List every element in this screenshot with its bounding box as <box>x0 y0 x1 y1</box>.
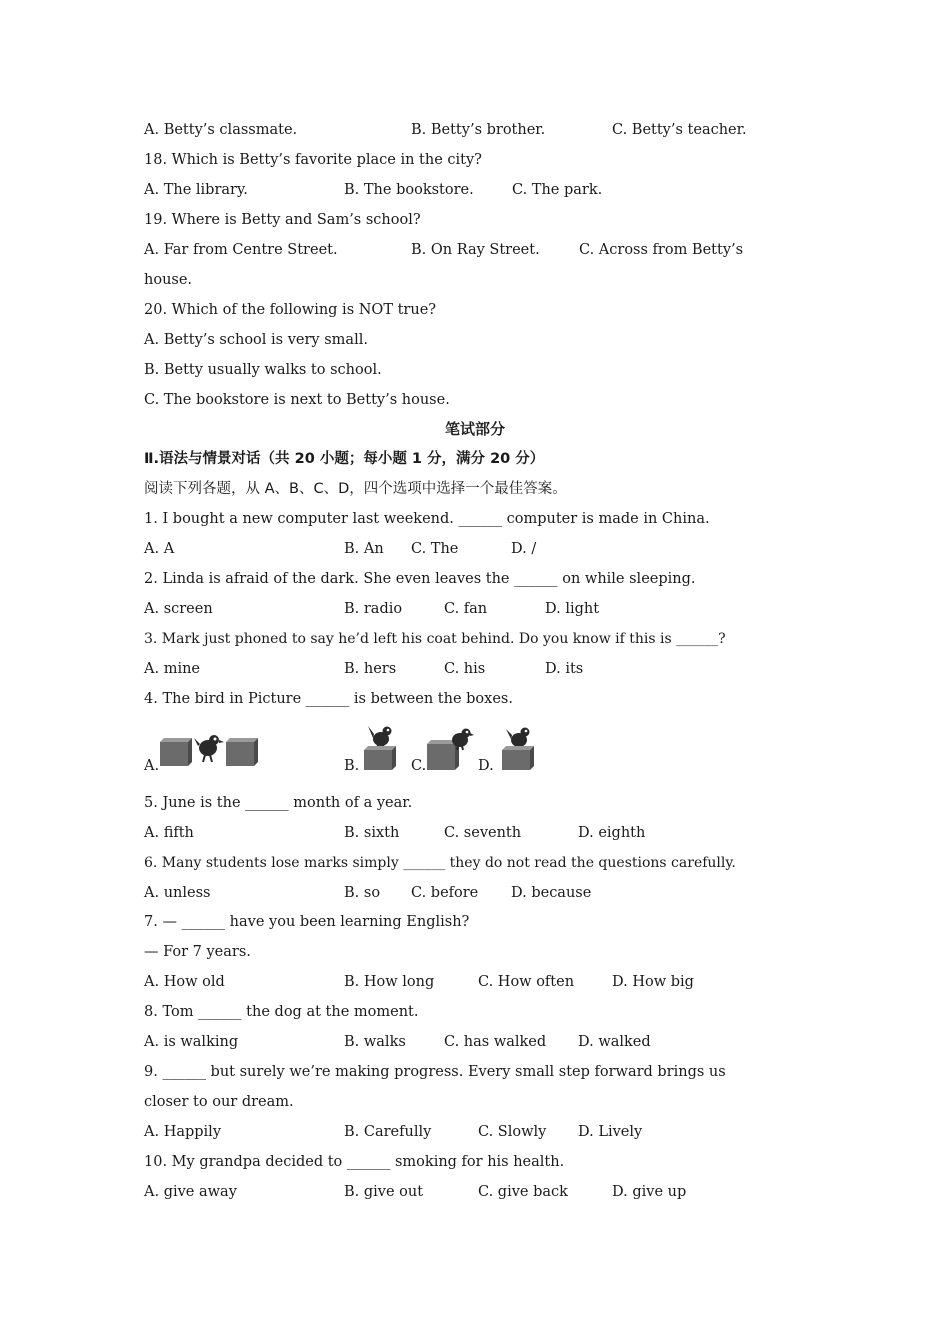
question-2-option-d: D. light <box>545 601 600 617</box>
question-9-option-d: D. Lively <box>578 1124 643 1140</box>
question-5-option-a: A. fifth <box>144 825 194 841</box>
picture-c <box>425 726 475 772</box>
question-6-option-a: A. unless <box>144 885 211 901</box>
picture-d <box>500 726 540 772</box>
question-6-option-d: D. because <box>511 885 592 901</box>
q19-option-a: A. Far from Centre Street. <box>144 242 338 258</box>
q19-stem: 19. Where is Betty and Sam’s school? <box>144 212 421 228</box>
picture-b <box>362 724 402 772</box>
question-1-option-a: A. A <box>144 541 175 557</box>
q20-stem: 20. Which of the following is NOT true? <box>144 302 437 318</box>
question-3-option-b: B. hers <box>344 661 397 677</box>
question-3-stem: 3. Mark just phoned to say he’d left his coat behind. Do you know if this is ______? <box>144 631 726 647</box>
question-1-stem: 1. I bought a new computer last weekend. ______ computer is made in China. <box>144 511 710 527</box>
question-1-option-d: D. / <box>511 541 537 557</box>
q20-option-c: C. The bookstore is next to Betty’s house. <box>144 392 450 408</box>
question-4-option-c: C. <box>411 758 427 774</box>
question-3-option-a: A. mine <box>144 661 200 677</box>
question-4-option-b: B. <box>344 758 360 774</box>
question-10-stem: 10. My grandpa decided to ______ smoking for his health. <box>144 1154 565 1170</box>
q17-option-c: C. Betty’s teacher. <box>612 122 747 138</box>
q17-option-b: B. Betty’s brother. <box>411 122 546 138</box>
box-icon <box>160 738 192 766</box>
q18-option-c: C. The park. <box>512 182 603 198</box>
question-4-option-d: D. <box>478 758 494 774</box>
question-8-option-c: C. has walked <box>444 1034 547 1050</box>
question-7-option-b: B. How long <box>344 974 435 990</box>
q19-option-c-continued: house. <box>144 272 193 288</box>
question-7-option-a: A. How old <box>144 974 225 990</box>
written-section-title: 笔试部分 <box>444 420 505 438</box>
bird-icon <box>194 735 224 762</box>
q19-option-c: C. Across from Betty’s <box>579 242 744 258</box>
q19-option-b: B. On Ray Street. <box>411 242 540 258</box>
question-4-option-a: A. <box>144 758 160 774</box>
question-6-option-c: C. before <box>411 885 479 901</box>
instruction-text: 阅读下列各题，从 A、B、C、D，四个选项中选择一个最佳答案。 <box>144 481 567 497</box>
question-2-option-a: A. screen <box>144 601 213 617</box>
question-7-response: — For 7 years. <box>144 944 251 960</box>
question-3-option-c: C. his <box>444 661 486 677</box>
question-7-stem: 7. — ______ have you been learning English? <box>144 914 470 930</box>
q17-option-a: A. Betty’s classmate. <box>144 122 298 138</box>
question-2-stem: 2. Linda is afraid of the dark. She even leaves the ______ on while sleeping. <box>144 571 696 587</box>
question-8-option-a: A. is walking <box>144 1034 239 1050</box>
question-8-option-b: B. walks <box>344 1034 406 1050</box>
box-icon <box>502 746 534 770</box>
q20-option-b: B. Betty usually walks to school. <box>144 362 382 378</box>
question-10-option-d: D. give up <box>612 1184 687 1200</box>
question-3-option-d: D. its <box>545 661 584 677</box>
question-9-stem: 9. ______ but surely we’re making progress. Every small step forward brings us <box>144 1064 726 1080</box>
question-9-stem-continued: closer to our dream. <box>144 1094 294 1110</box>
picture-a <box>158 728 262 772</box>
question-1-option-b: B. An <box>344 541 384 557</box>
question-5-option-b: B. sixth <box>344 825 400 841</box>
question-2-option-b: B. radio <box>344 601 403 617</box>
question-7-option-d: D. How big <box>612 974 694 990</box>
question-10-option-a: A. give away <box>144 1184 237 1200</box>
question-5-option-c: C. seventh <box>444 825 522 841</box>
box-icon <box>226 738 258 766</box>
q18-option-a: A. The library. <box>144 182 248 198</box>
question-5-stem: 5. June is the ______ month of a year. <box>144 795 413 811</box>
section-heading: Ⅱ.语法与情景对话（共 20 小题；每小题 1 分，满分 20 分） <box>144 451 545 467</box>
question-9-option-b: B. Carefully <box>344 1124 432 1140</box>
question-5-option-d: D. eighth <box>578 825 646 841</box>
question-4-stem: 4. The bird in Picture ______ is between the boxes. <box>144 691 513 707</box>
question-1-option-c: C. The <box>411 541 459 557</box>
question-10-option-c: C. give back <box>478 1184 568 1200</box>
question-7-option-c: C. How often <box>478 974 575 990</box>
question-9-option-a: A. Happily <box>144 1124 222 1140</box>
question-9-option-c: C. Slowly <box>478 1124 547 1140</box>
question-2-option-c: C. fan <box>444 601 488 617</box>
question-6-stem: 6. Many students lose marks simply ______ they do not read the questions carefully. <box>144 855 736 871</box>
box-icon <box>364 746 396 770</box>
q18-option-b: B. The bookstore. <box>344 182 474 198</box>
question-6-option-b: B. so <box>344 885 381 901</box>
question-10-option-b: B. give out <box>344 1184 424 1200</box>
q18-stem: 18. Which is Betty’s favorite place in the city? <box>144 152 482 168</box>
question-8-stem: 8. Tom ______ the dog at the moment. <box>144 1004 419 1020</box>
question-8-option-d: D. walked <box>578 1034 651 1050</box>
q20-option-a: A. Betty’s school is very small. <box>144 332 368 348</box>
